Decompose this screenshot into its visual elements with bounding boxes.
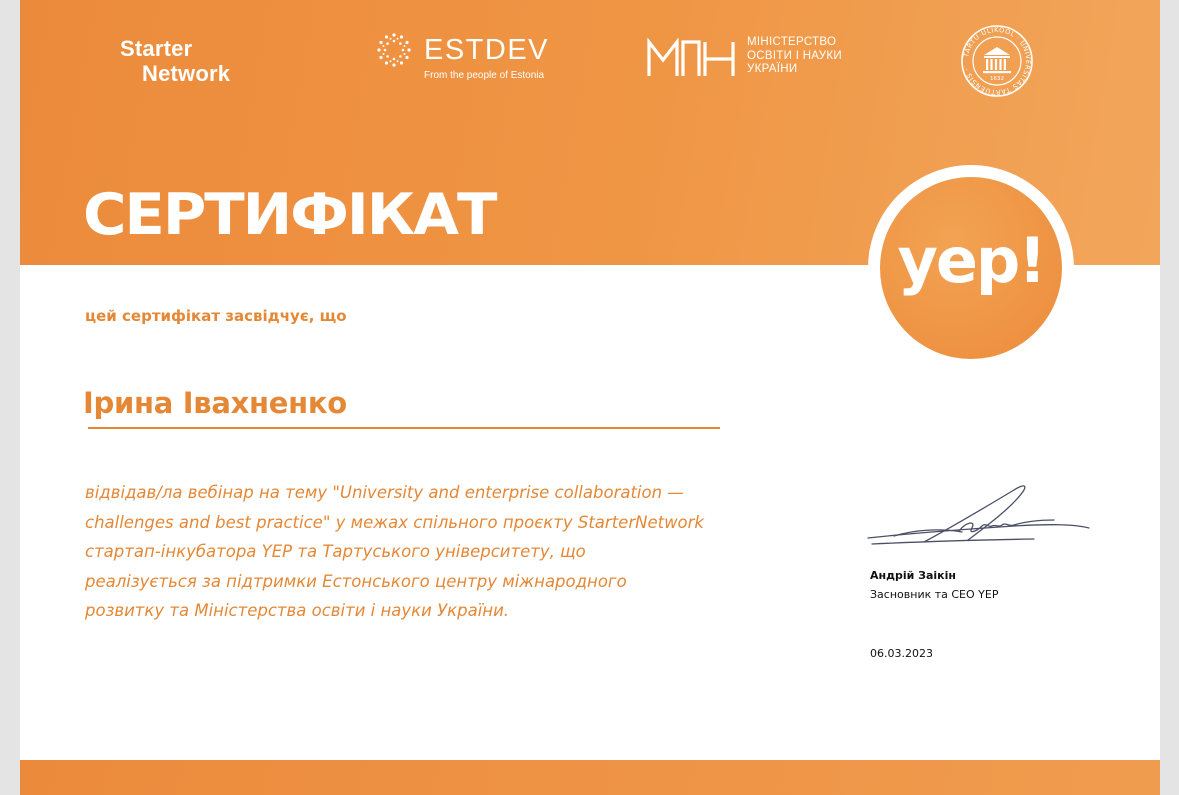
footer-band [20,760,1160,795]
yep-badge-circle [880,177,1062,359]
certificate-date: 06.03.2023 [870,647,933,660]
recipient-underline [88,427,720,429]
certificate-sheet [20,0,1160,795]
ministry-logo [647,34,867,84]
tartu-university-seal-icon [960,24,1034,98]
ministry-mon-mark [647,38,735,78]
signer-name: Андрій Заікін [870,569,957,582]
starter-network-logo [120,36,270,86]
starter-network-line2: Network [142,61,231,86]
estdev-tagline: From the people of Estonia [424,70,545,81]
yep-badge [868,165,1074,371]
seal-year: 1632 [990,76,1004,82]
starter-network-line1: Starter [120,36,193,61]
recipient-name: Ірина Івахненко [83,386,347,420]
yep-badge-text: yep! [897,224,1045,297]
svg-text:TARTU ÜLIKOOL · UNIVERSITAS TA: TARTU ÜLIKOOL · UNIVERSITAS TARTUENSIS · [962,25,1033,97]
certificate-body-text: відвідав/ла вебінар на тему "University and enterprise collaboration — challenges and best practice" у межах спільного проєкту StarterNetwork стартап-інкубатора YEP та Тартуського університету, що реалізується за підтримки Естонського центру міжнародного розвитку та Міністерства освіти і науки України. [85,483,704,620]
dot-ring-icon [376,32,412,68]
estdev-logo [376,32,566,84]
signature-image [864,476,1094,556]
ministry-name: МІНІСТЕРСТВО ОСВІТИ І НАУКИ УКРАЇНИ [747,36,842,75]
estdev-wordmark: ESTDEV [424,34,550,66]
signer-role: Засновник та CEO YEP [870,588,999,601]
certificate-subtitle: цей сертифікат засвідчує, що [85,307,347,325]
certificate-title: СЕРТИФІКАТ [83,182,496,248]
